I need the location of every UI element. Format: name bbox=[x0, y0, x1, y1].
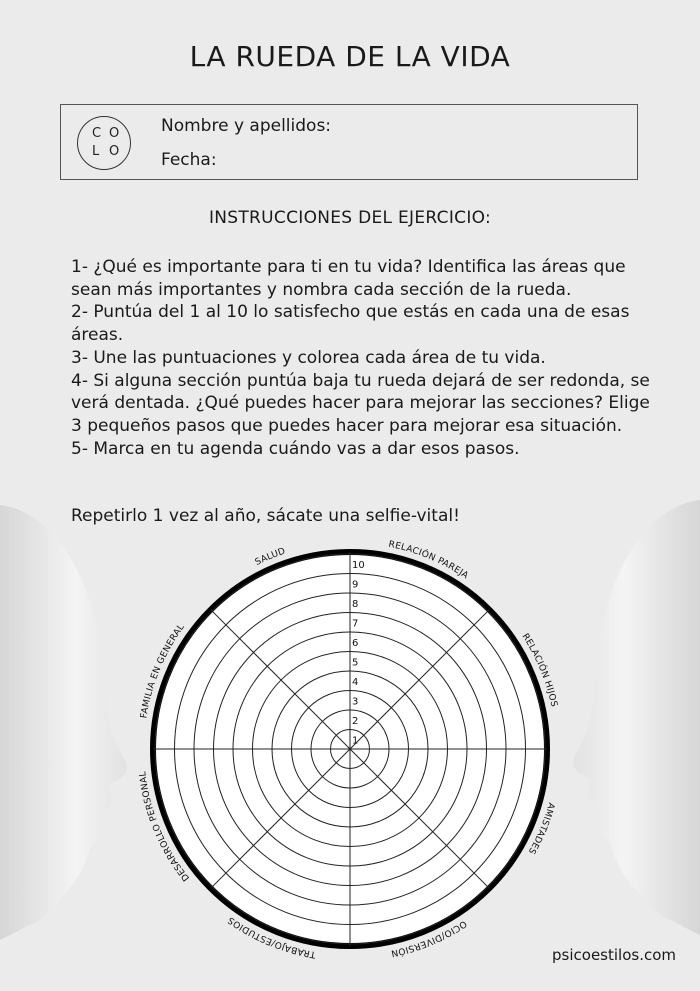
wheel-scale-number: 1 bbox=[352, 735, 359, 747]
instruction-item: 3- Une las puntuaciones y colorea cada área de tu vida. bbox=[71, 347, 546, 368]
instruction-item: 4- Si alguna sección puntúa baja tu rueda dejará de ser redonda, se verá dentada. ¿Qué puedes hacer para mejorar las secciones? Elige 3 pequeños pasos que puedes hacer para mejorar esa situación. bbox=[71, 370, 650, 436]
wheel-scale-number: 2 bbox=[352, 715, 359, 727]
wheel-scale-number: 8 bbox=[352, 598, 359, 610]
instruction-item: 1- ¿Qué es importante para ti en tu vida? Identifica las áreas que sean más importantes y nombra cada sección de la rueda. bbox=[71, 257, 626, 300]
wheel-section-label: TRABAJO/ESTUDIOS bbox=[226, 914, 317, 960]
logo-letter: O bbox=[109, 144, 120, 159]
instruction-item: 5- Marca en tu agenda cuándo vas a dar esos pasos. bbox=[71, 438, 520, 459]
wheel-scale-number: 7 bbox=[352, 618, 359, 630]
wheel-scale-number: 10 bbox=[352, 559, 365, 571]
wheel-section-label: SALUD bbox=[253, 546, 287, 568]
wheel-scale-number: 4 bbox=[352, 676, 359, 688]
logo-letter: O bbox=[109, 126, 120, 141]
instruction-item: 2- Puntúa del 1 al 10 lo satisfecho que estás en cada una de esas áreas. bbox=[71, 302, 630, 346]
wheel-section-label: AMISTADES bbox=[525, 801, 556, 856]
instructions-title: INSTRUCCIONES DEL EJERCICIO: bbox=[208, 208, 492, 228]
name-field-label: Nombre y apellidos: bbox=[161, 116, 332, 136]
wheel-scale-number: 9 bbox=[352, 579, 359, 591]
page-title: LA RUEDA DE LA VIDA bbox=[189, 40, 511, 73]
wheel-section-label: OCIO/DIVERSIÓN bbox=[389, 917, 469, 958]
wheel-scale-number: 3 bbox=[352, 696, 359, 708]
wheel-scale-number: 5 bbox=[352, 657, 359, 669]
wheel-section-label: RELACIÓN PAREJA bbox=[387, 539, 471, 582]
repeat-note: Repetirlo 1 vez al año, sácate una selfie-vital! bbox=[71, 506, 460, 526]
website-footer: psicoestilos.com bbox=[552, 946, 676, 964]
logo-letter: L bbox=[92, 144, 100, 159]
wheel-scale-number: 6 bbox=[352, 637, 359, 649]
wheel-section-label: RELACIÓN HIJOS bbox=[519, 631, 559, 709]
wheel-section-label: DESARROLLO PERSONAL bbox=[138, 770, 193, 883]
logo-letter: C bbox=[92, 126, 102, 141]
wheel-section-label: FAMILIA EN GENERAL bbox=[139, 622, 187, 720]
date-field-label: Fecha: bbox=[161, 150, 217, 170]
